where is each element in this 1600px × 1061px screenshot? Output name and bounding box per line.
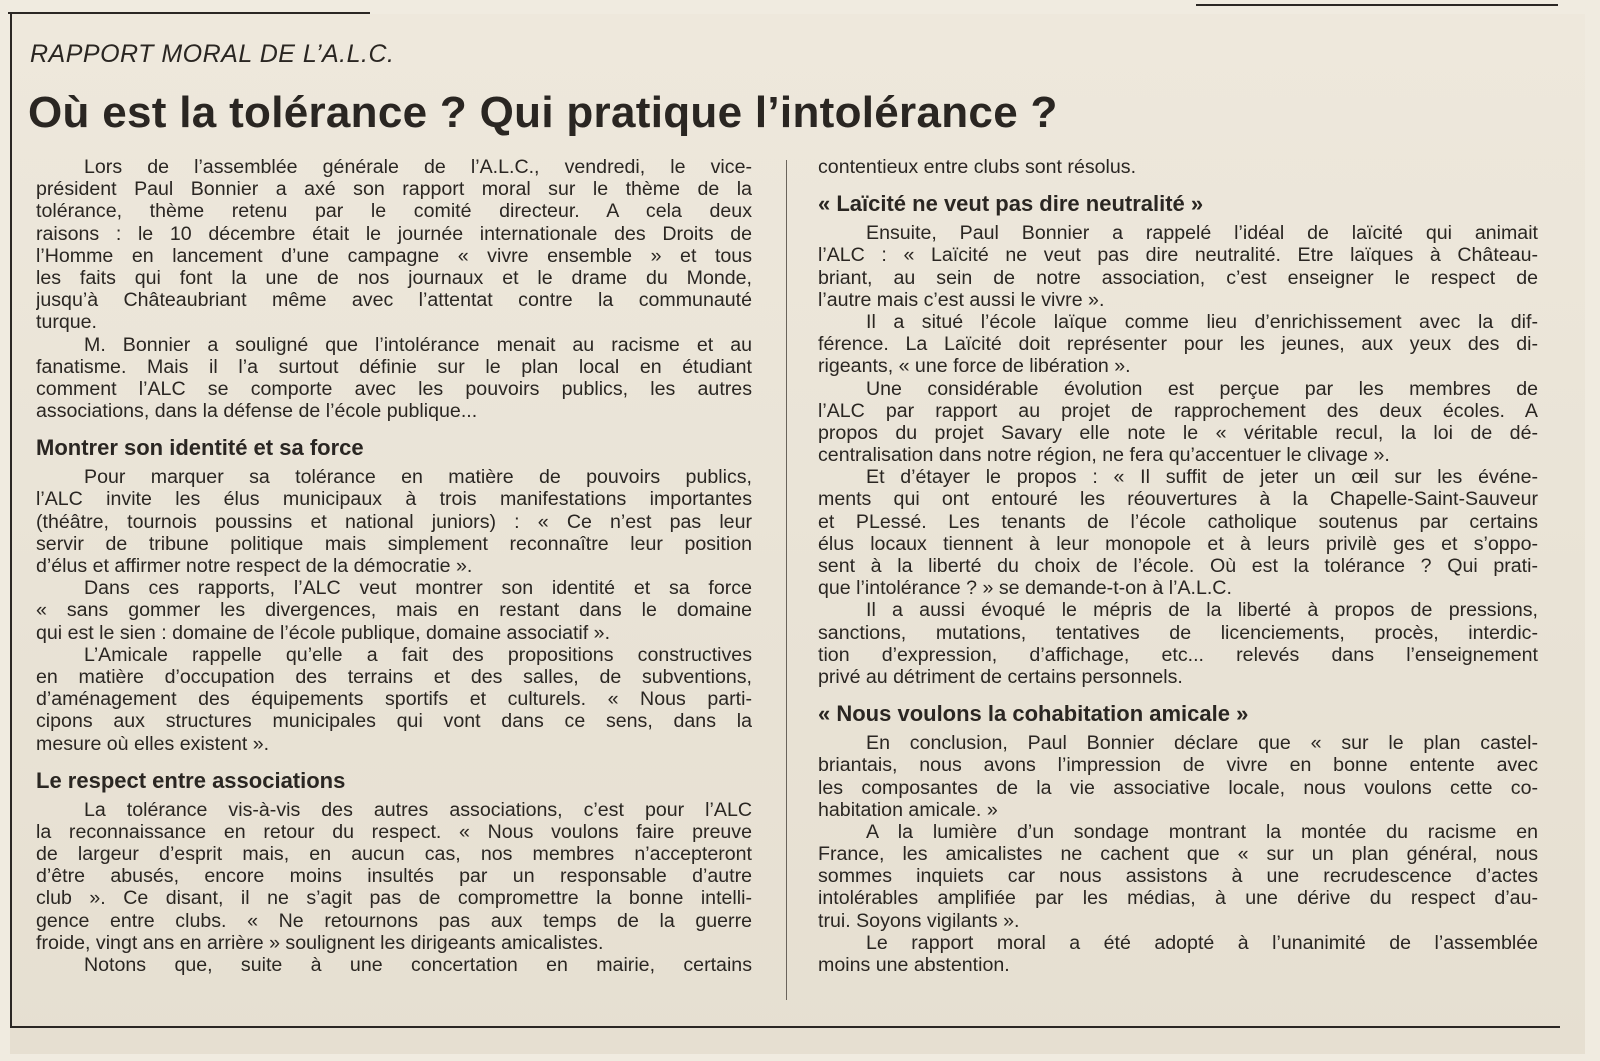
text-line: associations, dans la défense de l’école publique... [36, 400, 478, 423]
text-line: Le rapport moral a été adopté à l’unanimité de l’assemblée [866, 931, 1538, 954]
right-column-paragraph [818, 378, 1538, 467]
top-rule-left [8, 12, 370, 14]
right-column-paragraph [818, 466, 1538, 599]
left-column-subheading: Le respect entre associations [36, 767, 346, 793]
left-border-rule [10, 12, 12, 1028]
text-line: férence. La Laïcité doit représenter pour les jeunes, aux yeux des di- [818, 333, 1538, 356]
text-line: sanctions, mutations, tentatives de licenciements, procès, interdic- [818, 621, 1538, 644]
text-line: et PLessé. Les tenants de l’école catholique soutenus par certains [818, 510, 1538, 533]
text-line: comment l’ALC se comporte avec les pouvoirs publics, les autres [36, 377, 752, 400]
right-column-subheading: « Laïcité ne veut pas dire neutralité » [818, 191, 1204, 217]
left-column-paragraph [36, 466, 752, 577]
text-line: servir de tribune politique mais simplement reconnaître leur position [36, 532, 752, 555]
text-line: La tolérance vis-à-vis des autres associations, c’est pour l’ALC [84, 798, 752, 821]
text-line: mesure où elles existent ». [36, 732, 270, 755]
right-column-subheading: « Nous voulons la cohabitation amicale » [818, 701, 1249, 727]
right-column-paragraph [818, 732, 1538, 821]
text-line: « sans gommer les divergences, mais en restant dans le domaine [36, 599, 752, 622]
text-line: d’élus et affirmer notre respect de la démocratie ». [36, 555, 473, 577]
text-line: Lors de l’assemblée générale de l’A.L.C., vendredi, le vice- [84, 156, 752, 178]
text-line: Et d’étayer le propos : « Il suffit de jeter un œil sur les événe- [866, 466, 1538, 489]
text-line: tolérance, thème retenu par le comité directeur. A cela deux [36, 200, 752, 223]
text-line: sommes inquiets car nous assistons à une recrudescence d’actes [818, 865, 1538, 888]
top-rule-right [1196, 4, 1558, 6]
right-column-paragraph [818, 311, 1538, 378]
text-line: Une considérable évolution est perçue par les membres de [866, 377, 1538, 400]
text-line: cipons aux structures municipales qui vont dans ce sens, dans la [36, 710, 752, 733]
left-column-paragraph [36, 799, 752, 954]
text-line: Il a situé l’école laïque comme lieu d’enrichissement avec la dif- [866, 310, 1538, 333]
text-line: sent à la liberté du choix de l’école. Où est la tolérance ? Qui prati- [818, 555, 1538, 577]
text-line: intolérables amplifiée par les médias, à une dérive du respect d’au- [818, 887, 1538, 910]
article-headline: Où est la tolérance ? Qui pratique l’intolérance ? [28, 88, 1058, 137]
text-line: qui est le sien : domaine de l’école publique, domaine associatif ». [36, 621, 611, 644]
text-line: en matière d’occupation des terrains et des salles, de subventions, [36, 665, 752, 688]
text-line: Ensuite, Paul Bonnier a rappelé l’idéal de laïcité qui animait [866, 222, 1538, 245]
text-line: fanatisme. Mais il l’a surtout définie sur le plan local en étudiant [36, 355, 752, 378]
text-line: Pour marquer sa tolérance en matière de pouvoirs publics, [84, 466, 752, 489]
text-line: de largeur d’esprit mais, en aucun cas, nos membres n’accepteront [36, 843, 752, 866]
text-line: élus locaux tiennent à leur monopole et à leurs privilè ges et s’oppo- [818, 532, 1538, 555]
text-line: propos du projet Savary elle note le « véritable recul, la loi de dé- [818, 421, 1538, 444]
text-line: M. Bonnier a souligné que l’intolérance menait au racisme et au [84, 333, 752, 356]
right-column [818, 156, 1538, 976]
bottom-border-rule [10, 1026, 1560, 1028]
text-line: gence entre clubs. « Ne retournons pas aux temps de la guerre [36, 909, 752, 932]
text-line: l’ALC par rapport au projet de rapprochement des deux écoles. A [818, 399, 1538, 422]
right-column-paragraph [818, 222, 1538, 311]
text-line: Il a aussi évoqué le mépris de la liberté à propos de pressions, [866, 599, 1538, 622]
text-line: les composantes de la vie associative locale, nous voulons cette co- [818, 776, 1538, 799]
text-line: centralisation dans notre région, ne fera qu’accentuer le clivage ». [818, 444, 1390, 467]
text-line: raisons : le 10 décembre était le journée internationale des Droits de [36, 222, 752, 245]
text-line: Dans ces rapports, l’ALC veut montrer son identité et sa force [84, 577, 752, 600]
text-line: d’être abusés, encore moins insultés par un responsable d’autre [36, 865, 752, 888]
article-kicker: RAPPORT MORAL DE L’A.L.C. [30, 40, 395, 68]
text-line: froide, vingt ans en arrière » soulignent les dirigeants amicalistes. [36, 931, 604, 954]
text-line: trui. Soyons vigilants ». [818, 909, 1020, 932]
left-column-paragraph [36, 156, 752, 334]
text-line: l’ALC invite les élus municipaux à trois manifestations importantes [36, 488, 752, 511]
right-column-paragraph [818, 821, 1538, 932]
text-line: L’Amicale rappelle qu’elle a fait des propositions constructives [84, 643, 752, 666]
text-line: habitation amicale. » [818, 798, 998, 821]
text-line: briant, au sein de notre association, c’est enseigner le respect de [818, 266, 1538, 289]
text-line: Notons que, suite à une concertation en mairie, certains [84, 954, 752, 976]
text-line: A la lumière d’un sondage montrant la montée du racisme en [866, 820, 1538, 843]
text-line: l’Homme en lancement d’une campagne « vivre ensemble » et tous [36, 244, 752, 267]
text-line: briantais, nous avons l’impression de vivre en bonne entente avec [818, 754, 1538, 777]
text-line: moins une abstention. [818, 954, 1010, 976]
text-line: d’aménagement des équipements sportifs et culturels. « Nous parti- [36, 688, 752, 711]
text-line: l’autre mais c’est aussi le vivre ». [818, 288, 1105, 311]
text-line: jusqu’à Châteaubriant même avec l’attentat contre la communauté [36, 289, 752, 312]
left-column-paragraph [36, 954, 752, 976]
text-line: contentieux entre clubs sont résolus. [818, 156, 1137, 178]
text-line: les faits qui font la une de nos journaux et le drame du Monde, [36, 266, 752, 289]
text-line: En conclusion, Paul Bonnier déclare que « sur le plan castel- [866, 732, 1538, 755]
text-line: privé au détriment de certains personnels. [818, 665, 1183, 688]
text-line: l’ALC : « Laïcité ne veut pas dire neutralité. Etre laïques à Château- [818, 244, 1538, 267]
left-column-paragraph [36, 644, 752, 755]
text-line: rigeants, « une force de libération ». [818, 355, 1131, 378]
text-line: la reconnaissance en retour du respect. « Nous voulons faire preuve [36, 820, 752, 843]
text-line: turque. [36, 311, 98, 334]
text-line: club ». Ce disant, il ne s’agit pas de compromettre la bonne intelli- [36, 887, 752, 910]
text-line: que l’intolérance ? » se demande-t-on à l’A.L.C. [818, 577, 1232, 600]
text-line: France, les amicalistes ne cachent que « sur un plan général, nous [818, 843, 1538, 866]
left-column-paragraph [36, 334, 752, 423]
text-line: ments qui ont entouré les réouvertures à la Chapelle-Saint-Sauveur [818, 488, 1538, 511]
left-column-subheading: Montrer son identité et sa force [36, 435, 364, 461]
right-column-paragraph [818, 932, 1538, 976]
column-divider [786, 160, 787, 1000]
left-column-paragraph [36, 577, 752, 644]
right-column-paragraph [818, 599, 1538, 688]
text-line: (théâtre, tournois poussins et national juniors) : « Ce n’est pas leur [36, 510, 752, 533]
right-column-paragraph [818, 156, 1538, 178]
text-line: tion d’expression, d’affichage, etc... relevés dans l’enseignement [818, 643, 1538, 666]
left-column [36, 156, 752, 976]
text-line: président Paul Bonnier a axé son rapport moral sur le thème de la [36, 178, 752, 201]
